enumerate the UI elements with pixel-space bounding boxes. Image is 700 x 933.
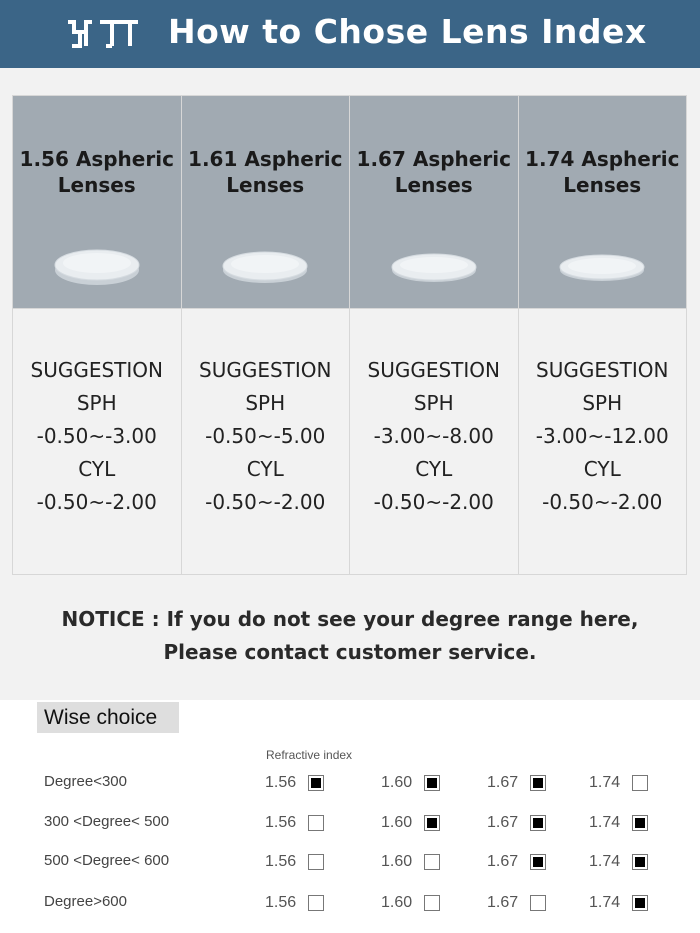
- refractive-index-label: Refractive index: [266, 748, 353, 762]
- lens-header: [182, 96, 350, 309]
- checked-checkbox[interactable]: [530, 854, 546, 870]
- lens-suggestion: [182, 354, 350, 519]
- lens-name-line1: 1.74 Aspheric: [525, 147, 680, 171]
- lens-header: [13, 96, 181, 309]
- sph-range: -0.50~-3.00: [36, 424, 157, 448]
- lens-column-174: [519, 96, 687, 574]
- unchecked-checkbox[interactable]: [424, 854, 440, 870]
- check-fill-icon: [635, 818, 645, 828]
- sph-range: -3.00~-12.00: [535, 424, 669, 448]
- cyl-range: -0.50~-2.00: [205, 490, 326, 514]
- lens-suggestion: [13, 354, 181, 519]
- lens-name-line2: Lenses: [226, 173, 305, 197]
- notice-line2: Please contact customer service.: [163, 640, 537, 664]
- suggestion-label: SUGGESTION: [536, 358, 669, 382]
- index-value: 1.60: [381, 853, 413, 870]
- check-fill-icon: [635, 857, 645, 867]
- lens-name-line1: 1.56 Aspheric: [19, 147, 174, 171]
- unchecked-checkbox[interactable]: [308, 854, 324, 870]
- cyl-label: CYL: [583, 457, 621, 481]
- lens-name-line2: Lenses: [57, 173, 136, 197]
- checked-checkbox[interactable]: [632, 895, 648, 911]
- cyl-range: -0.50~-2.00: [36, 490, 157, 514]
- index-option: [265, 774, 324, 792]
- lens-header: [350, 96, 518, 309]
- lens-name: [13, 146, 181, 198]
- index-option: [487, 814, 546, 832]
- degree-row-label: Degree<300: [44, 773, 127, 790]
- check-fill-icon: [533, 818, 543, 828]
- cyl-range: -0.50~-2.00: [542, 490, 663, 514]
- check-fill-icon: [427, 778, 437, 788]
- index-value: 1.74: [589, 853, 621, 870]
- page-title: How to Chose Lens Index: [168, 12, 647, 51]
- index-value: 1.60: [381, 894, 413, 911]
- index-option: [265, 853, 324, 871]
- sph-label: SPH: [582, 391, 623, 415]
- index-option: [265, 894, 324, 912]
- degree-row-label: 300 <Degree< 500: [44, 813, 170, 830]
- lens-name: [182, 146, 350, 198]
- unchecked-checkbox[interactable]: [308, 895, 324, 911]
- unchecked-checkbox[interactable]: [632, 775, 648, 791]
- sph-range: -3.00~-8.00: [373, 424, 494, 448]
- checked-checkbox[interactable]: [632, 854, 648, 870]
- index-option: [589, 774, 648, 792]
- check-fill-icon: [427, 818, 437, 828]
- lens-disc-icon: [54, 248, 140, 286]
- checked-checkbox[interactable]: [530, 775, 546, 791]
- check-fill-icon: [635, 898, 645, 908]
- lens-suggestion: [519, 354, 687, 519]
- cyl-label: CYL: [78, 457, 116, 481]
- wise-choice-title: Wise choice: [37, 702, 179, 733]
- sph-label: SPH: [76, 391, 117, 415]
- index-value: 1.67: [487, 814, 519, 831]
- cyl-label: CYL: [246, 457, 284, 481]
- index-option: [487, 774, 546, 792]
- index-option: [381, 853, 440, 871]
- index-option: [589, 894, 648, 912]
- unchecked-checkbox[interactable]: [530, 895, 546, 911]
- index-option: [265, 814, 324, 832]
- lens-column-167: [350, 96, 519, 574]
- index-option: [589, 814, 648, 832]
- cyl-range: -0.50~-2.00: [373, 490, 494, 514]
- check-fill-icon: [533, 778, 543, 788]
- index-value: 1.74: [589, 894, 621, 911]
- lens-disc-icon: [222, 248, 308, 286]
- unchecked-checkbox[interactable]: [424, 895, 440, 911]
- cyl-label: CYL: [415, 457, 453, 481]
- index-value: 1.56: [265, 774, 297, 791]
- index-value: 1.67: [487, 853, 519, 870]
- degree-row-label: Degree>600: [44, 893, 127, 910]
- lens-column-156: [13, 96, 182, 574]
- index-value: 1.56: [265, 894, 297, 911]
- header-banner: [0, 0, 700, 68]
- checked-checkbox[interactable]: [530, 815, 546, 831]
- index-option: [589, 853, 648, 871]
- lens-comparison-grid: [12, 95, 687, 575]
- index-option: [381, 814, 440, 832]
- lens-name-line2: Lenses: [394, 173, 473, 197]
- notice-text: [0, 603, 700, 669]
- lens-name: [350, 146, 518, 198]
- check-fill-icon: [311, 778, 321, 788]
- suggestion-label: SUGGESTION: [199, 358, 332, 382]
- index-value: 1.56: [265, 853, 297, 870]
- lens-name: [519, 146, 687, 198]
- sph-label: SPH: [413, 391, 454, 415]
- check-fill-icon: [533, 857, 543, 867]
- index-option: [487, 853, 546, 871]
- suggestion-label: SUGGESTION: [30, 358, 163, 382]
- checked-checkbox[interactable]: [424, 775, 440, 791]
- lens-column-161: [182, 96, 351, 574]
- notice-line1: NOTICE : If you do not see your degree range here,: [61, 607, 639, 631]
- index-value: 1.56: [265, 814, 297, 831]
- lens-disc-icon: [559, 248, 645, 286]
- checked-checkbox[interactable]: [424, 815, 440, 831]
- sph-label: SPH: [245, 391, 286, 415]
- degree-row-label: 500 <Degree< 600: [44, 852, 170, 869]
- index-value: 1.74: [589, 814, 621, 831]
- lens-disc-icon: [391, 248, 477, 286]
- lens-header: [519, 96, 687, 309]
- index-option: [381, 894, 440, 912]
- index-option: [487, 894, 546, 912]
- index-value: 1.74: [589, 774, 621, 791]
- lens-suggestion: [350, 354, 518, 519]
- lens-name-line1: 1.61 Aspheric: [188, 147, 343, 171]
- brand-logo: [66, 16, 146, 52]
- unchecked-checkbox[interactable]: [308, 815, 324, 831]
- index-value: 1.67: [487, 894, 519, 911]
- checked-checkbox[interactable]: [308, 775, 324, 791]
- index-value: 1.67: [487, 774, 519, 791]
- sph-range: -0.50~-5.00: [205, 424, 326, 448]
- index-value: 1.60: [381, 814, 413, 831]
- lens-name-line2: Lenses: [563, 173, 642, 197]
- lens-name-line1: 1.67 Aspheric: [356, 147, 511, 171]
- checked-checkbox[interactable]: [632, 815, 648, 831]
- index-value: 1.60: [381, 774, 413, 791]
- suggestion-label: SUGGESTION: [367, 358, 500, 382]
- index-option: [381, 774, 440, 792]
